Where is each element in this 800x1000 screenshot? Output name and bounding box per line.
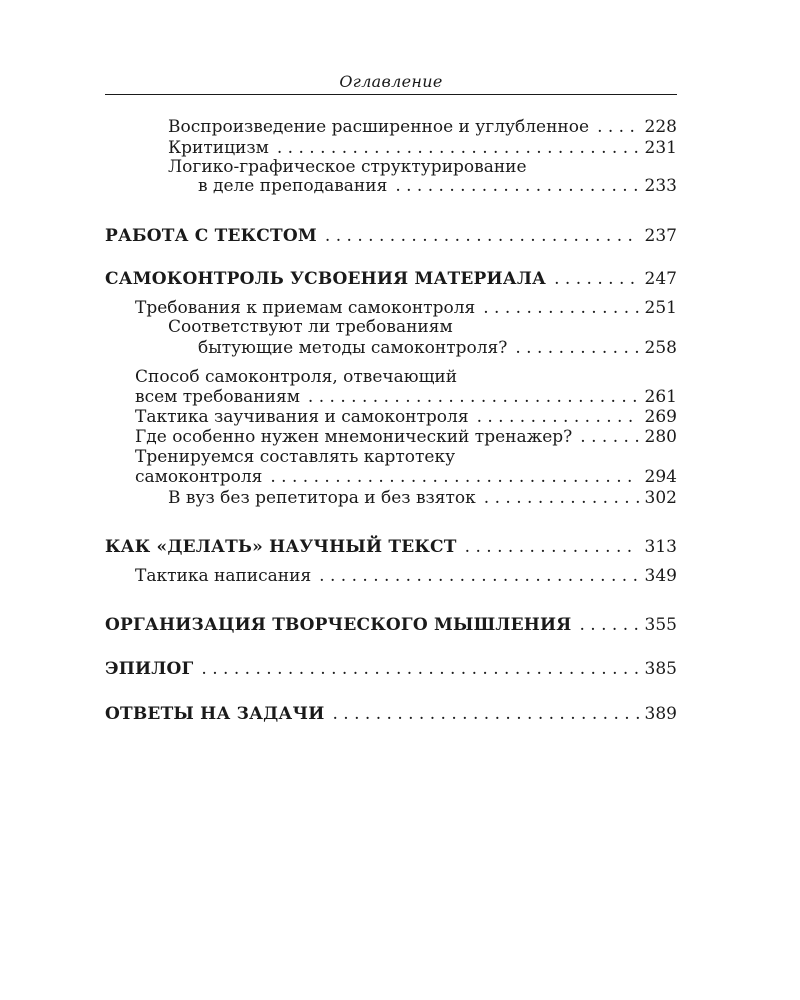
toc-page-number: 237 xyxy=(644,226,677,246)
toc-entry-title: Требования к приемам самоконтроля xyxy=(135,298,476,318)
toc-entry-title: в деле преподавания xyxy=(198,176,388,196)
toc-leader xyxy=(579,614,638,636)
toc-entry[interactable] xyxy=(198,175,677,197)
toc-entry-title-line: Тренируемся составлять картотеку xyxy=(135,447,456,467)
toc-page-number: 355 xyxy=(644,615,677,635)
toc-entry-title: всем требованиям xyxy=(135,387,300,407)
toc-chapter-title: РАБОТА С ТЕКСТОМ xyxy=(105,226,317,246)
toc-page-number: 228 xyxy=(644,117,677,137)
toc-entry-title-line: Соответствуют ли требованиям xyxy=(168,317,453,337)
toc-page-number: 269 xyxy=(644,407,677,427)
toc-entry[interactable] xyxy=(135,386,677,408)
toc-entry[interactable] xyxy=(198,337,677,359)
toc-chapter-entry[interactable] xyxy=(105,225,677,247)
toc-chapter-entry[interactable] xyxy=(105,536,677,558)
toc-page-number: 385 xyxy=(644,659,677,679)
toc-page-number: 294 xyxy=(644,467,677,487)
toc-leader xyxy=(554,268,638,290)
toc-leader xyxy=(325,225,639,247)
toc-leader xyxy=(597,116,638,138)
toc-leader xyxy=(201,658,638,680)
toc-chapter-title: КАК «ДЕЛАТЬ» НАУЧНЫЙ ТЕКСТ xyxy=(105,537,457,557)
toc-page-number: 231 xyxy=(644,138,677,158)
toc-leader xyxy=(332,703,638,725)
toc-page-number: 313 xyxy=(644,537,677,557)
toc-entry-title: Где особенно нужен мнемонический тренажер? xyxy=(135,427,573,447)
toc-page-number: 258 xyxy=(644,338,677,358)
toc-entry[interactable] xyxy=(168,116,677,138)
toc-entry[interactable] xyxy=(168,487,677,509)
toc-leader xyxy=(484,487,639,509)
toc-entry-title: Тактика заучивания и самоконтроля xyxy=(135,407,469,427)
toc-chapter-title: ОРГАНИЗАЦИЯ ТВОРЧЕСКОГО МЫШЛЕНИЯ xyxy=(105,615,572,635)
toc-chapter-title: ОТВЕТЫ НА ЗАДАЧИ xyxy=(105,704,325,724)
toc-page-number: 261 xyxy=(644,387,677,407)
toc-entry-title-line: Логико-графическое структурирование xyxy=(168,157,527,177)
toc-page-number: 349 xyxy=(644,566,677,586)
toc-page-number: 302 xyxy=(644,488,677,508)
toc-page-number: 280 xyxy=(644,427,677,447)
toc-leader xyxy=(308,386,639,408)
toc-leader xyxy=(477,406,639,428)
toc-entry-title: Тактика написания xyxy=(135,566,312,586)
toc-chapter-title: ЭПИЛОГ xyxy=(105,659,194,679)
toc-entry[interactable] xyxy=(135,406,677,428)
running-head: Оглавление xyxy=(339,72,443,91)
toc-leader xyxy=(270,466,638,488)
toc-leader xyxy=(319,565,638,587)
toc-entry-title: бытующие методы самоконтроля? xyxy=(198,338,508,358)
toc-leader xyxy=(395,175,638,197)
toc-page-number: 247 xyxy=(644,269,677,289)
toc-entry-title: В вуз без репетитора и без взяток xyxy=(168,488,476,508)
toc-leader xyxy=(483,297,638,319)
toc-entry-title-line: Способ самоконтроля, отвечающий xyxy=(135,367,458,387)
toc-chapter-entry[interactable] xyxy=(105,658,677,680)
toc-page-number: 389 xyxy=(644,704,677,724)
toc-entry-title: самоконтроля xyxy=(135,467,263,487)
toc-chapter-entry[interactable] xyxy=(105,614,677,636)
toc-chapter-title: САМОКОНТРОЛЬ УСВОЕНИЯ МАТЕРИАЛА xyxy=(105,269,547,289)
toc-chapter-entry[interactable] xyxy=(105,268,677,290)
toc-entry-title: Воспроизведение расширенное и углубленное xyxy=(168,117,590,137)
toc-chapter-entry[interactable] xyxy=(105,703,677,725)
toc-entry-title: Критицизм xyxy=(168,138,269,158)
toc-entry[interactable] xyxy=(135,565,677,587)
toc-page-number: 233 xyxy=(644,176,677,196)
toc-leader xyxy=(465,536,639,558)
toc-entry[interactable] xyxy=(135,466,677,488)
toc-leader xyxy=(515,337,638,359)
toc-entry[interactable] xyxy=(135,426,677,448)
toc-page-number: 251 xyxy=(644,298,677,318)
toc-leader xyxy=(580,426,638,448)
